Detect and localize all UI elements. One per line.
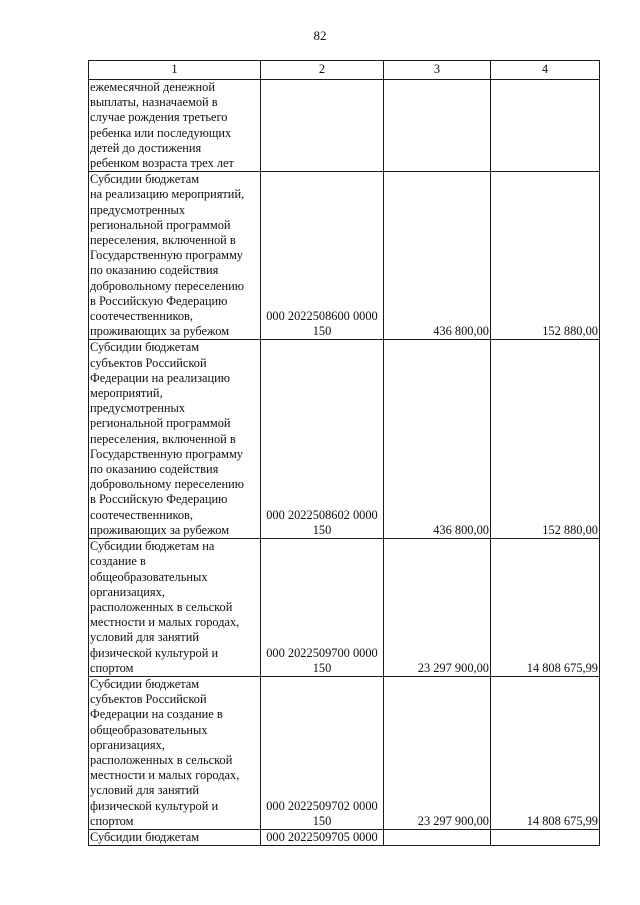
row-name-cell: Субсидии бюджетам субъектов Российской Федерации на реализацию мероприятий, предусмотренных региональной программой переселения, включенной в Государственную программу по оказанию содействия добровольному переселению в Российскую Федерацию соотечественников, проживающих за рубежом (89, 340, 261, 539)
page-number: 82 (313, 28, 327, 43)
row-amount-actual-cell: 152 880,00 (491, 340, 600, 539)
row-name-cell: Субсидии бюджетам на создание в общеобразовательных организациях, расположенных в сельской местности и малых городах, условий для занятий физической культурой и спортом (89, 539, 261, 677)
row-name-cell: ежемесячной денежной выплаты, назначаемой в случае рождения третьего ребенка или последующих детей до достижения ребенком возраста трех лет (89, 80, 261, 172)
row-amount-plan-cell (384, 80, 491, 172)
row-amount-actual-cell (491, 80, 600, 172)
row-amount-plan-cell (384, 829, 491, 845)
row-code-cell: 000 2022509700 0000 150 (261, 539, 384, 677)
column-header-1: 1 (89, 61, 261, 80)
table-header-row (89, 61, 600, 80)
row-amount-actual-cell: 14 808 675,99 (491, 539, 600, 677)
row-amount-plan-cell: 23 297 900,00 (384, 676, 491, 829)
row-code-cell: 000 2022509702 0000 150 (261, 676, 384, 829)
table-row (89, 539, 600, 677)
column-header-4: 4 (491, 61, 600, 80)
row-code-cell: 000 2022509705 0000 (261, 829, 384, 845)
row-amount-actual-cell (491, 829, 600, 845)
row-code-cell: 000 2022508600 0000 150 (261, 172, 384, 340)
row-amount-actual-cell: 14 808 675,99 (491, 676, 600, 829)
row-code-cell: 000 2022508602 0000 150 (261, 340, 384, 539)
row-name-cell: Субсидии бюджетам на реализацию мероприятий, предусмотренных региональной программой переселения, включенной в Государственную программу по оказанию содействия добровольному переселению в Российскую Федерацию соотечественников, проживающих за рубежом (89, 172, 261, 340)
row-amount-plan-cell: 23 297 900,00 (384, 539, 491, 677)
column-header-3: 3 (384, 61, 491, 80)
row-amount-plan-cell: 436 800,00 (384, 172, 491, 340)
row-code-cell (261, 80, 384, 172)
table-row (89, 80, 600, 172)
column-header-2: 2 (261, 61, 384, 80)
table-row (89, 340, 600, 539)
table-row (89, 676, 600, 829)
table-row (89, 829, 600, 845)
budget-table (88, 60, 600, 846)
table-row (89, 172, 600, 340)
row-amount-actual-cell: 152 880,00 (491, 172, 600, 340)
row-amount-plan-cell: 436 800,00 (384, 340, 491, 539)
row-name-cell: Субсидии бюджетам субъектов Российской Федерации на создание в общеобразовательных организациях, расположенных в сельской местности и малых городах, условий для занятий физической культурой и спортом (89, 676, 261, 829)
row-name-cell: Субсидии бюджетам (89, 829, 261, 845)
